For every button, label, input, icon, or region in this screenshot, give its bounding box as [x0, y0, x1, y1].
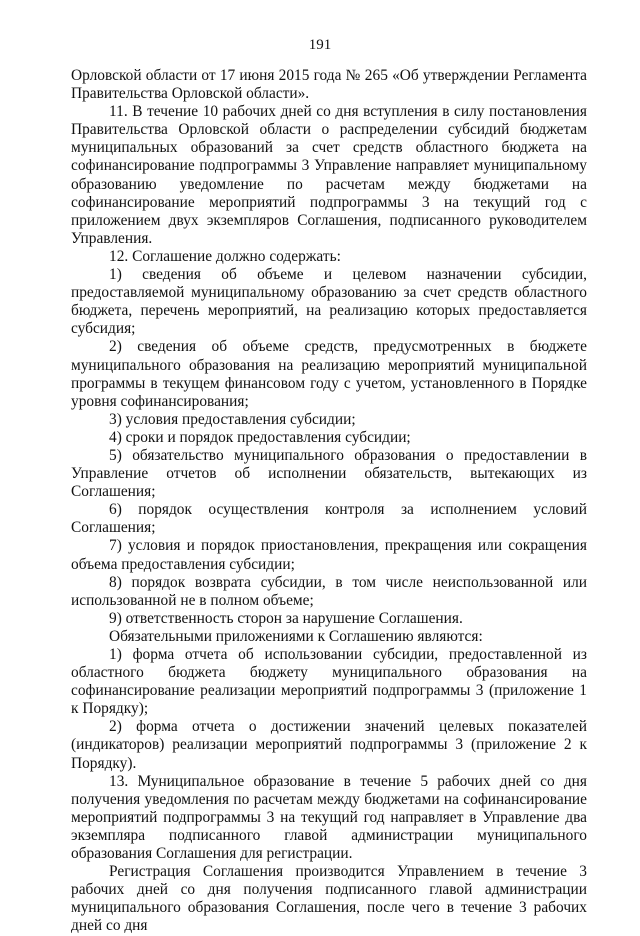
paragraph: 5) обязательство муниципального образования о предоставлении в Управление отчетов об исполнении обязательств, вытекающих из Соглашения; — [71, 446, 587, 501]
paragraph: 7) условия и порядок приостановления, прекращения или сокращения объема предоставления субсидии; — [71, 537, 587, 573]
document-body — [71, 67, 587, 936]
paragraph: Орловской области от 17 июня 2015 года № 265 «Об утверждении Регламента Правительства Орловской области». — [71, 67, 587, 103]
paragraph: 11. В течение 10 рабочих дней со дня вступления в силу постановления Правительства Орловской области о распределении субсидий бюджетам муниципальных образований за счет средств областного бюджета на софинансирование подпрограммы 3 Управление направляет муниципальному образованию уведомление по расчетам между бюджетами на софинансирование мероприятий подпрограммы 3 на текущий год с приложением двух экземпляров Соглашения, подписанного руководителем Управления. — [71, 103, 587, 247]
paragraph: 3) условия предоставления субсидии; — [109, 410, 356, 428]
paragraph: 4) сроки и порядок предоставления субсидии; — [109, 428, 411, 446]
paragraph: 1) форма отчета об использовании субсидии, предоставленной из областного бюджета бюджету муниципального образования на софинансирование реализации мероприятий подпрограммы 3 (приложение 1 к Порядку); — [71, 646, 587, 718]
paragraph: 9) ответственность сторон за нарушение Соглашения. — [109, 609, 463, 627]
paragraph: 2) форма отчета о достижении значений целевых показателей (индикаторов) реализации мероприятий подпрограммы 3 (приложение 2 к Порядку). — [71, 718, 587, 772]
paragraph: 2) сведения об объеме средств, предусмотренных в бюджете муниципального образования на реализацию мероприятий муниципальной программы в текущем финансовом году с учетом, установленного в Порядке уровня софинансирования; — [71, 338, 587, 410]
paragraph: Обязательными приложениями к Соглашению являются: — [109, 627, 483, 645]
paragraph: 12. Соглашение должно содержать: — [109, 247, 341, 265]
paragraph: Регистрация Соглашения производится Управлением в течение 3 рабочих дней со дня получения подписанного главой администрации муниципального образования Соглашения, после чего в течение 3 рабочих дней со дня — [71, 863, 587, 935]
paragraph: 6) порядок осуществления контроля за исполнением условий Соглашения; — [71, 501, 587, 537]
page-number: 191 — [308, 37, 332, 53]
paragraph: 8) порядок возврата субсидии, в том числе неиспользованной или использованной не в полном объеме; — [71, 573, 587, 609]
paragraph: 13. Муниципальное образование в течение 5 рабочих дней со дня получения уведомления по расчетам между бюджетами на софинансирование мероприятий подпрограммы 3 на текущий год направляет в Управление два экземпляра подписанного главой администрации муниципального образования Соглашения для регистрации. — [71, 772, 587, 863]
paragraph: 1) сведения об объеме и целевом назначении субсидии, предоставляемой муниципальному образованию за счет средств областного бюджета, перечень мероприятий, на реализацию которых предоставляется субсидия; — [71, 266, 587, 338]
